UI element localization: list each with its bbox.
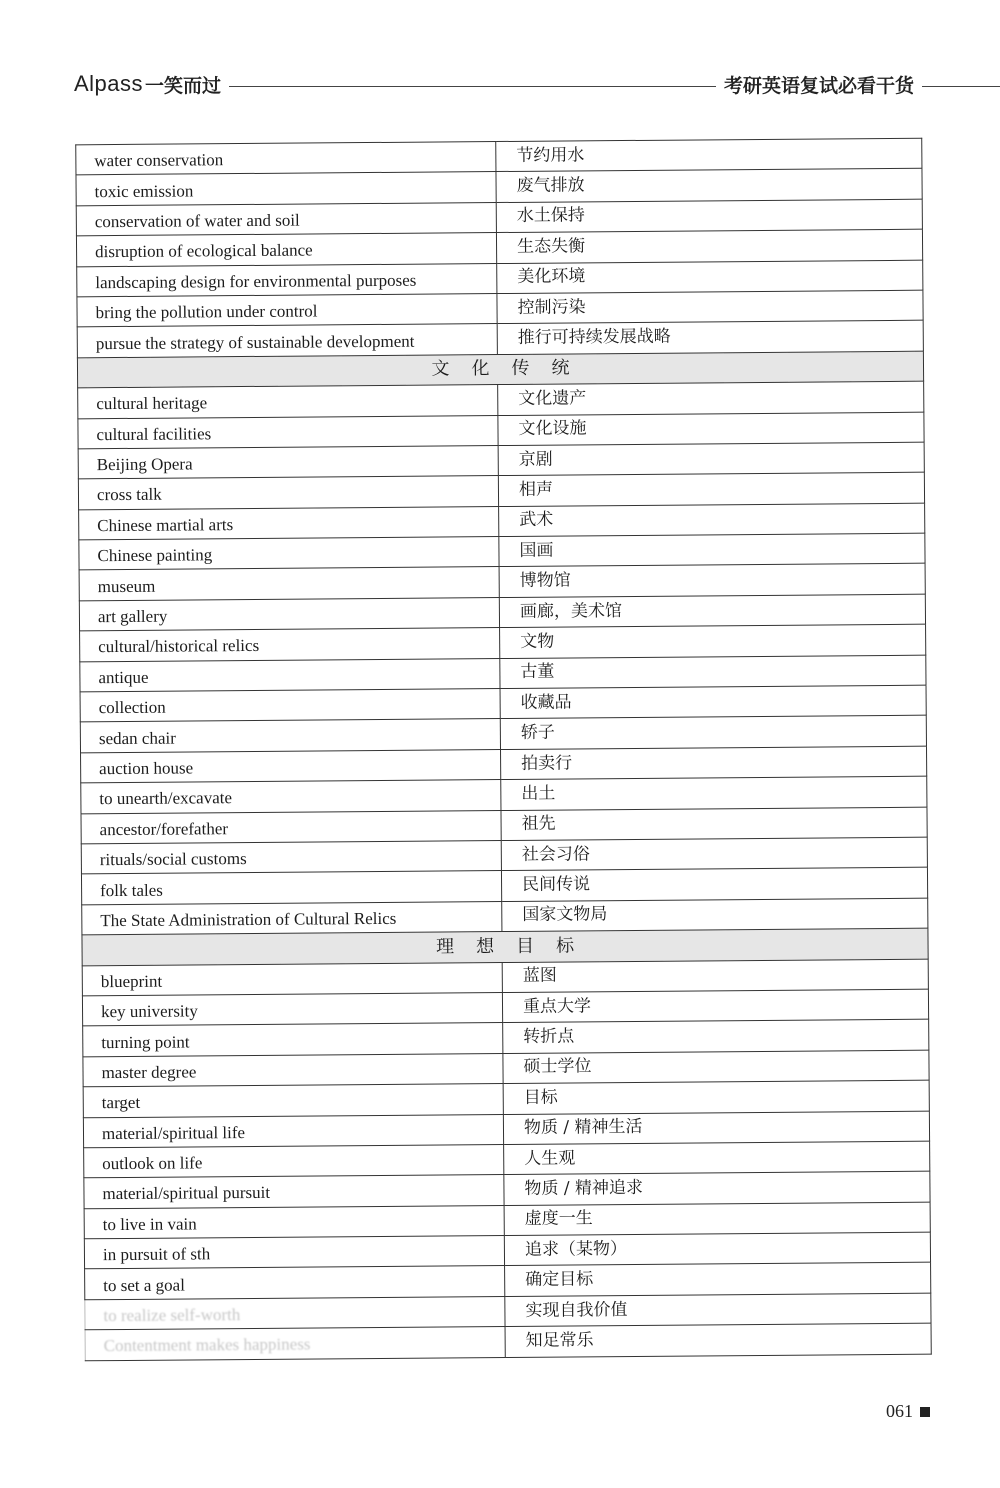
term-english: to unearth/excavate — [81, 780, 501, 814]
brand-logo — [74, 71, 221, 98]
term-chinese: 蓝图 — [502, 959, 928, 993]
term-english: disruption of ecological balance — [76, 233, 496, 267]
vocabulary-table-wrap — [75, 138, 931, 1361]
term-english: ancestor/forefather — [81, 810, 501, 844]
term-english: Chinese martial arts — [79, 506, 499, 540]
term-chinese: 硕士学位 — [503, 1050, 929, 1084]
term-english: in pursuit of sth — [84, 1236, 504, 1270]
term-chinese: 博物馆 — [499, 564, 925, 598]
term-english: sedan chair — [80, 719, 500, 753]
term-chinese: 虚度一生 — [504, 1202, 930, 1236]
page-number: 061 — [886, 1401, 913, 1421]
term-chinese: 生态失衡 — [496, 229, 922, 263]
term-english: folk tales — [81, 871, 501, 905]
term-english: bring the pollution under control — [77, 293, 497, 327]
term-chinese: 废气排放 — [496, 169, 922, 203]
term-english: cultural facilities — [78, 415, 498, 449]
brand-tagline: 一笑而过 — [145, 74, 222, 97]
term-english: antique — [80, 658, 500, 692]
term-english: cultural heritage — [78, 385, 498, 419]
section-heading: 理想目标 — [82, 928, 928, 965]
header-title: 考研英语复试必看干货 — [723, 74, 914, 97]
term-english: material/spiritual life — [83, 1114, 503, 1148]
term-english: The State Administration of Cultural Relics — [82, 901, 502, 935]
term-english: collection — [80, 689, 500, 723]
term-english: landscaping design for environmental purposes — [77, 263, 497, 297]
term-english: water conservation — [76, 142, 496, 176]
table-row — [85, 1323, 931, 1360]
term-chinese: 物质 / 精神追求 — [504, 1171, 930, 1205]
term-english: blueprint — [82, 962, 502, 996]
term-english: rituals/social customs — [81, 841, 501, 875]
term-english: outlook on life — [84, 1144, 504, 1178]
term-english: museum — [79, 567, 499, 601]
term-chinese: 国家文物局 — [502, 898, 928, 932]
term-chinese: 控制污染 — [497, 290, 923, 324]
term-english: to live in vain — [84, 1205, 504, 1239]
header-rule-right — [922, 86, 1000, 87]
term-chinese: 美化环境 — [497, 260, 923, 294]
term-chinese: 收藏品 — [500, 685, 926, 719]
term-chinese: 文物 — [500, 624, 926, 658]
term-english: target — [83, 1084, 503, 1118]
term-chinese: 相声 — [498, 472, 924, 506]
term-chinese: 出土 — [501, 776, 927, 810]
term-chinese: 人生观 — [504, 1141, 930, 1175]
term-chinese: 推行可持续发展战略 — [497, 321, 923, 355]
term-english: Beijing Opera — [78, 445, 498, 479]
term-chinese: 国画 — [499, 533, 925, 567]
term-chinese: 节约用水 — [496, 138, 922, 172]
term-english: Chinese painting — [79, 537, 499, 571]
term-english: to realize self-worth — [85, 1296, 505, 1330]
header-rule — [229, 86, 716, 87]
vocabulary-table — [75, 138, 932, 1361]
term-chinese: 京剧 — [498, 442, 924, 476]
term-chinese: 民间传说 — [501, 868, 927, 902]
term-chinese: 确定目标 — [505, 1263, 931, 1297]
section-heading: 文化传统 — [77, 351, 923, 388]
term-chinese: 古董 — [500, 655, 926, 689]
term-english: pursue the strategy of sustainable development — [77, 324, 497, 358]
page-footer — [886, 1401, 930, 1422]
term-english: material/spiritual pursuit — [84, 1175, 504, 1209]
term-english: art gallery — [79, 597, 499, 631]
term-chinese: 画廊，美术馆 — [499, 594, 925, 628]
brand-name: Alpass — [74, 71, 144, 96]
term-english: turning point — [83, 1023, 503, 1057]
term-chinese: 物质 / 精神生活 — [503, 1111, 929, 1145]
term-english: key university — [82, 992, 502, 1026]
page-header — [74, 66, 1000, 102]
term-english: Contentment makes happiness — [85, 1327, 505, 1361]
page-marker-square — [920, 1407, 930, 1417]
term-chinese: 祖先 — [501, 807, 927, 841]
term-english: conservation of water and soil — [76, 202, 496, 236]
term-chinese: 重点大学 — [502, 989, 928, 1023]
term-chinese: 追求（某物） — [504, 1232, 930, 1266]
term-chinese: 轿子 — [500, 716, 926, 750]
term-chinese: 社会习俗 — [501, 837, 927, 871]
term-chinese: 水土保持 — [496, 199, 922, 233]
term-chinese: 武术 — [499, 503, 925, 537]
term-chinese: 知足常乐 — [505, 1323, 931, 1357]
term-chinese: 实现自我价值 — [505, 1293, 931, 1327]
term-chinese: 文化遗产 — [498, 381, 924, 415]
term-english: to set a goal — [85, 1266, 505, 1300]
term-chinese: 目标 — [503, 1080, 929, 1114]
term-chinese: 文化设施 — [498, 412, 924, 446]
term-chinese: 拍卖行 — [501, 746, 927, 780]
term-english: auction house — [81, 749, 501, 783]
term-english: cross talk — [78, 476, 498, 510]
term-english: toxic emission — [76, 172, 496, 206]
term-chinese: 转折点 — [503, 1019, 929, 1053]
term-english: master degree — [83, 1053, 503, 1087]
term-english: cultural/historical relics — [80, 628, 500, 662]
vocabulary-table-body — [76, 138, 932, 1360]
